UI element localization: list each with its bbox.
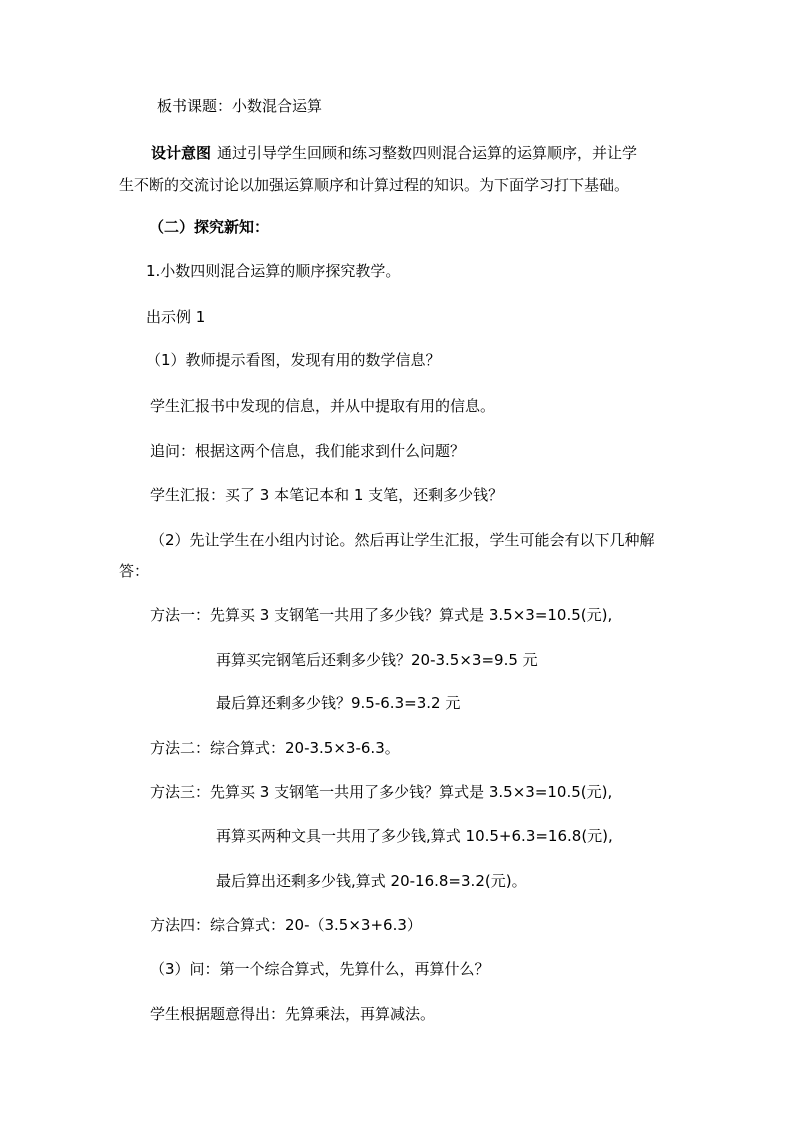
step3-answer: 学生根据题意得出：先算乘法，再算减法。 xyxy=(150,1005,436,1023)
method3-line1: 方法三：先算买 3 支钢笔一共用了多少钱？算式是 3.5×3=10.5(元), xyxy=(150,783,613,801)
design-intent-line2: 生不断的交流讨论以加强运算顺序和计算过程的知识。为下面学习打下基础。 xyxy=(119,176,630,194)
design-intent-text: 通过引导学生回顾和练习整数四则混合运算的运算顺序，并让学 xyxy=(217,144,638,162)
board-title: 板书课题：小数混合运算 xyxy=(157,97,323,115)
method1-line2: 再算买完钢笔后还剩多少钱？20-3.5×3=9.5 元 xyxy=(216,651,538,669)
step3-question: （3）问：第一个综合算式，先算什么，再算什么？ xyxy=(150,960,490,978)
design-intent-line1 xyxy=(151,143,637,163)
method3-line3: 最后算出还剩多少钱,算式 20-16.8=3.2(元)。 xyxy=(216,872,527,890)
step1-report: 学生汇报书中发现的信息，并从中提取有用的信息。 xyxy=(150,397,496,415)
method1-line3: 最后算还剩多少钱？9.5-6.3=3.2 元 xyxy=(216,694,461,712)
step1-question: （1）教师提示看图，发现有用的数学信息？ xyxy=(146,351,441,369)
item-1: 1.小数四则混合运算的顺序探究教学。 xyxy=(146,262,401,280)
step2-line1: （2）先让学生在小组内讨论。然后再让学生汇报，学生可能会有以下几种解 xyxy=(150,531,655,549)
section-heading: （二）探究新知： xyxy=(149,218,270,236)
method3-line2: 再算买两种文具一共用了多少钱,算式 10.5+6.3=16.8(元), xyxy=(216,827,613,845)
design-intent-label: 设计意图 xyxy=(151,144,212,162)
method2: 方法二：综合算式：20-3.5×3-6.3。 xyxy=(150,739,400,757)
method4: 方法四：综合算式：20-（3.5×3+6.3） xyxy=(150,916,422,934)
step1-follow-up: 追问：根据这两个信息，我们能求到什么问题？ xyxy=(150,442,466,460)
method1-line1: 方法一：先算买 3 支钢笔一共用了多少钱？算式是 3.5×3=10.5(元), xyxy=(150,606,613,624)
step2-line2: 答： xyxy=(119,562,150,580)
example-label: 出示例 1 xyxy=(146,308,206,326)
step1-student-answer: 学生汇报：买了 3 本笔记本和 1 支笔，还剩多少钱？ xyxy=(150,486,504,504)
